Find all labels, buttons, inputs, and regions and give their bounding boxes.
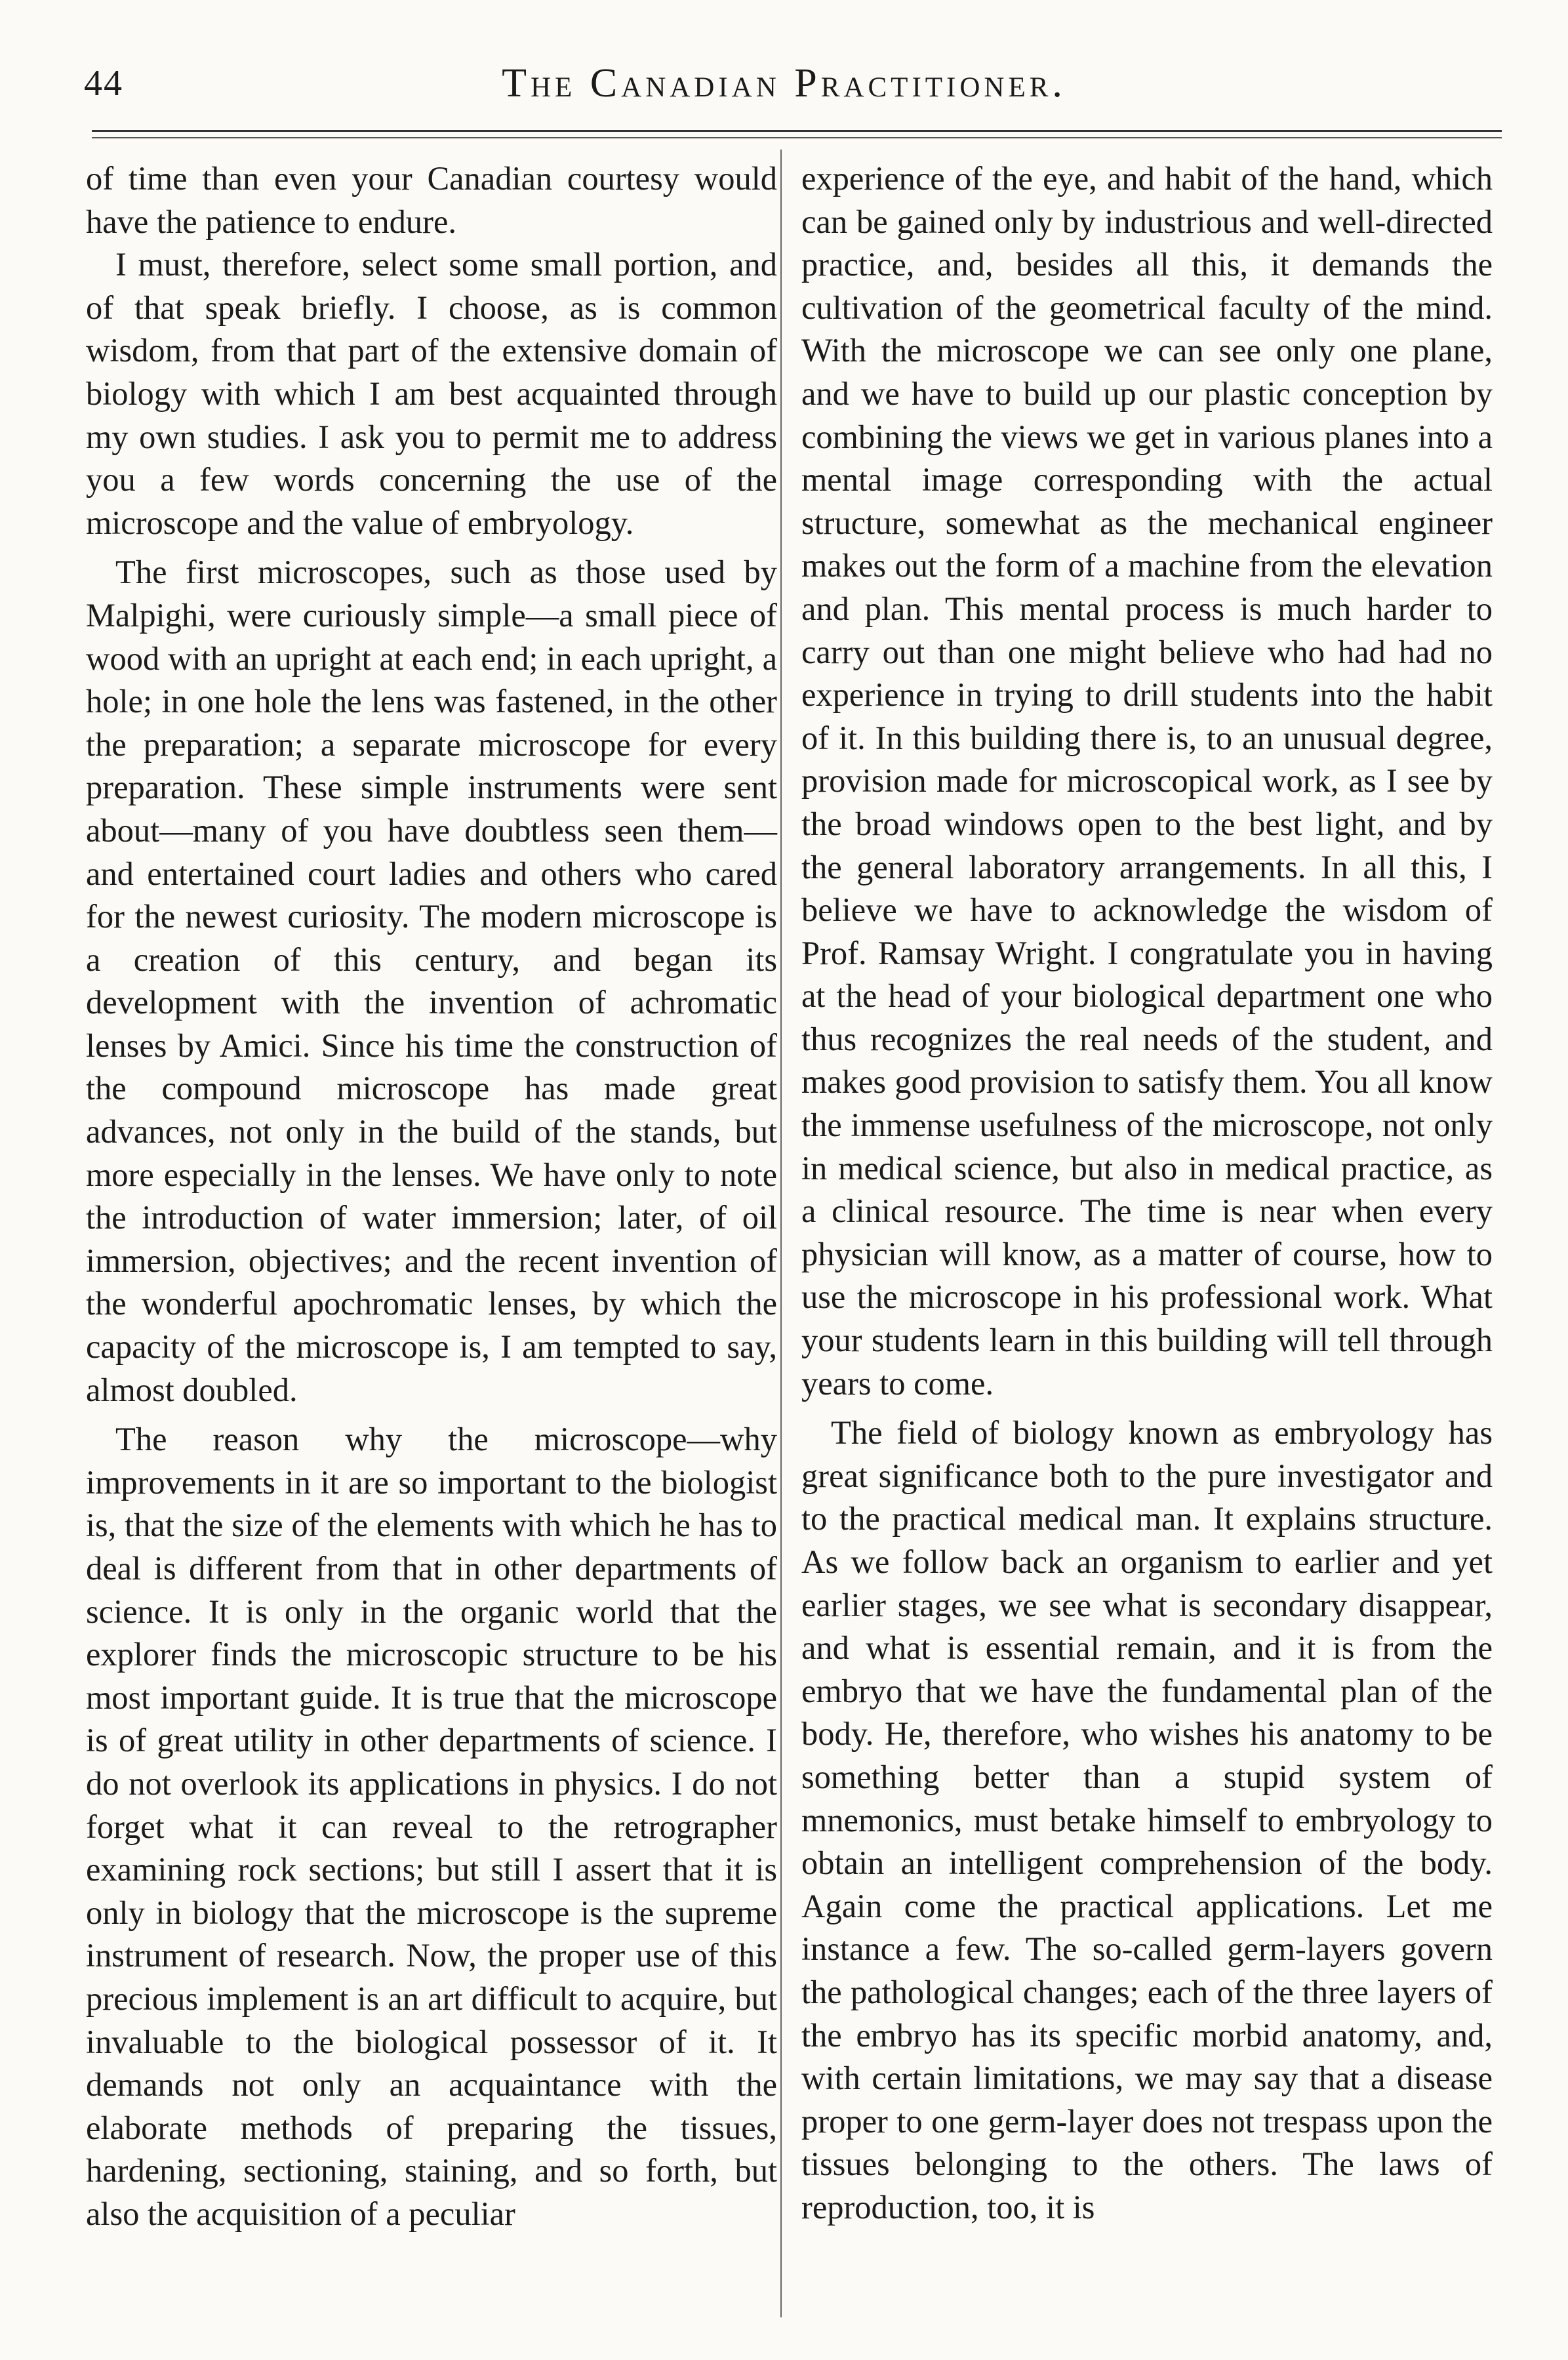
column-divider bbox=[780, 150, 782, 2317]
paragraph: experience of the eye, and habit of the hand, which can be gained only by industrious and well-directed practice, and, besides all this, it demands the cultivation of the geometrical faculty of the mind. With the microscope we can see only one plane, and we have to build up our plastic conception by combining the views we get in various planes into a mental image corresponding with the actual structure, somewhat as the mechanical engineer makes out the form of a machine from the elevation and plan. This mental process is much harder to carry out than one might believe who had had no experience in trying to drill students into the habit of it. In this building there is, to an unusual degree, provision made for microscopical work, as I see by the broad windows open to the best light, and by the general laboratory arrangements. In all this, I believe we have to acknowledge the wisdom of Prof. Ramsay Wright. I congratulate you in having at the head of your biological department one who thus recognizes the real needs of the student, and makes good provision to satisfy them. You all know the immense usefulness of the microscope, not only in medical science, but also in medical practice, as a clinical resource. The time is near when every physician will know, as a matter of course, how to use the microscope in his professional work. What your students learn in this building will tell through years to come. bbox=[801, 160, 1493, 1402]
paragraph: I must, therefore, select some small portion, and of that speak briefly. I choose, as is common wisdom, from that part of the extensive domain of biology with which I am best acquainted through my own studies. I ask you to permit me to address you a few words concerning the use of the microscope and the value of embryology. bbox=[86, 246, 777, 541]
left-column bbox=[86, 157, 777, 2236]
paragraph: The first microscopes, such as those used by Malpighi, were curiously simple—a small piece of wood with an upright at each end; in each upright, a hole; in one hole the lens was fastened, in the other the preparation; a separate microscope for every preparation. These simple instruments were sent about—many of you have doubtless seen them—and entertained court ladies and others who cared for the newest curiosity. The modern microscope is a creation of this century, and began its development with the invention of achromatic lenses by Amici. Since his time the construction of the compound microscope has made great advances, not only in the build of the stands, but more especially in the lenses. We have only to note the introduction of water immersion; later, of oil immersion, objectives; and the recent invention of the wonderful apochromatic lenses, by which the capacity of the microscope is, I am tempted to say, almost doubled. bbox=[86, 554, 777, 1408]
paragraph: The field of biology known as embryology has great significance both to the pure investigator and to the practical medical man. It explains structure. As we follow back an organism to earlier and yet earlier stages, we see what is secondary disappear, and what is essential remain, and it is from the embryo that we have the fundamental plan of the body. He, therefore, who wishes his anatomy to be something better than a stupid system of mnemonics, must betake himself to embryology to obtain an intelligent comprehension of the body. Again come the practical applications. Let me instance a few. The so-called germ-layers govern the pathological changes; each of the three layers of the embryo has its specific morbid anatomy, and, with certain limitations, we may say that a disease proper to one germ-layer does not trespass upon the tissues belonging to the others. The laws of reproduction, too, it is bbox=[801, 1414, 1493, 2226]
page-number: 44 bbox=[84, 63, 123, 104]
right-column bbox=[801, 157, 1493, 2229]
header-rule bbox=[92, 130, 1502, 132]
running-title: The Canadian Practitioner. bbox=[502, 61, 1066, 106]
paragraph: The reason why the microscope—why improvements in it are so important to the biologist is, that the size of the elements with which he has to deal is different from that in other departments of science. It is only in the organic world that the explorer finds the microscopic structure to be his most important guide. It is true that the microscope is of great utility in other departments of science. I do not overlook its applications in physics. I do not forget what it can reveal to the retrographer examining rock sections; but still I assert that it is only in biology that the microscope is the supreme instrument of research. Now, the proper use of this precious implement is an art difficult to acquire, but invaluable to the biological possessor of it. It demands not only an acquaintance with the elaborate methods of preparing the tissues, hardening, sectioning, staining, and so forth, but also the acquisition of a peculiar bbox=[86, 1421, 777, 2232]
header-rule-thin bbox=[92, 137, 1502, 138]
paragraph: of time than even your Canadian courtesy would have the patience to endure. bbox=[86, 160, 777, 240]
